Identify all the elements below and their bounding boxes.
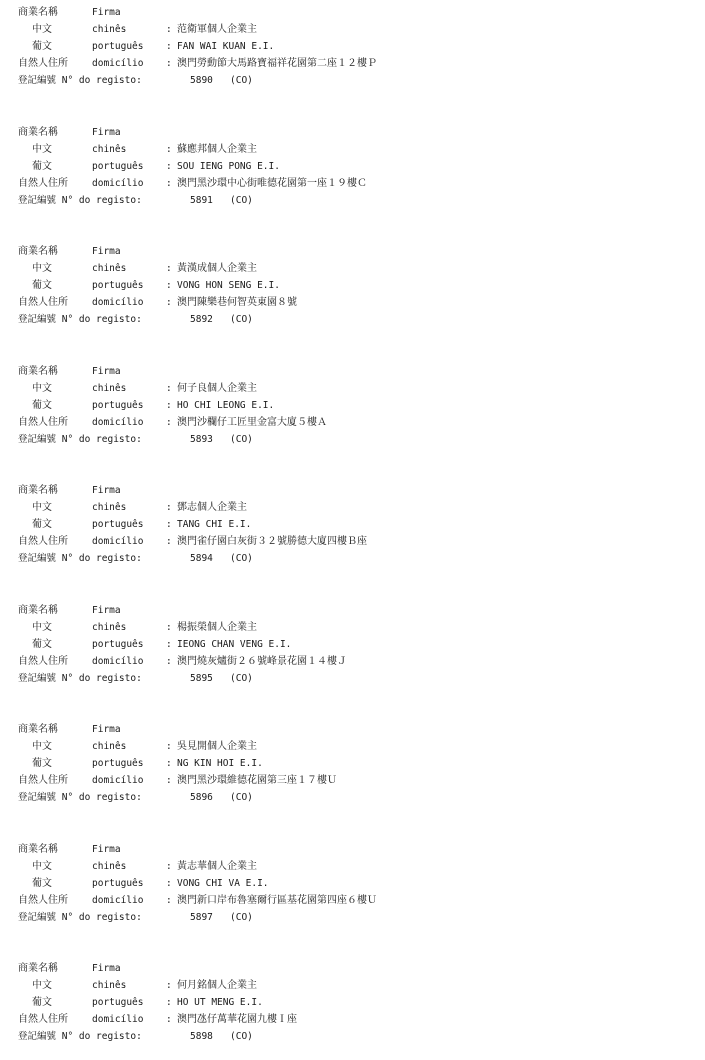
registry-code: (CO): [230, 195, 253, 206]
colon: :: [166, 400, 172, 411]
chinese-name-value: 何子良個人企業主: [177, 383, 257, 394]
registry-entry: [0, 962, 705, 1042]
colon: :: [166, 263, 172, 274]
trade-name-label-zh: 商業名稱: [18, 724, 58, 735]
domicile-label-zh: 自然人住所: [18, 1014, 68, 1025]
trade-name-label-zh: 商業名稱: [18, 127, 58, 138]
registry-label: 登記編號 N° do registo:: [18, 75, 142, 86]
colon: :: [166, 58, 172, 69]
registry-number: 5898: [190, 1031, 213, 1042]
registry-label: 登記編號 N° do registo:: [18, 314, 142, 325]
registry-entry: [0, 245, 705, 325]
domicile-label-pt: domicílio: [92, 58, 144, 69]
registry-number: 5891: [190, 195, 213, 206]
portuguese-name-value: VONG HON SENG E.I.: [177, 280, 280, 291]
colon: :: [166, 775, 172, 786]
portuguese-label-zh: 葡文: [32, 519, 52, 530]
domicile-value: 澳門沙欄仔工匠里金富大廈５樓Ａ: [177, 417, 327, 428]
chinese-label-zh: 中文: [32, 502, 52, 513]
trade-name-label-zh: 商業名稱: [18, 844, 58, 855]
registry-number: 5893: [190, 434, 213, 445]
registry-code: (CO): [230, 912, 253, 923]
colon: :: [166, 1014, 172, 1025]
colon: :: [166, 997, 172, 1008]
colon: :: [166, 297, 172, 308]
trade-name-label-pt: Firma: [92, 366, 121, 377]
trade-name-label-pt: Firma: [92, 485, 121, 496]
domicile-value: 澳門陳樂巷何智英東園８號: [177, 297, 297, 308]
registry-code: (CO): [230, 75, 253, 86]
registry-number: 5894: [190, 553, 213, 564]
portuguese-name-value: TANG CHI E.I.: [177, 519, 252, 530]
trade-name-label-zh: 商業名稱: [18, 485, 58, 496]
portuguese-name-value: VONG CHI VA E.I.: [177, 878, 269, 889]
portuguese-label-zh: 葡文: [32, 997, 52, 1008]
chinese-label-pt: chinês: [92, 383, 127, 394]
portuguese-label-zh: 葡文: [32, 41, 52, 52]
domicile-label-zh: 自然人住所: [18, 775, 68, 786]
colon: :: [166, 178, 172, 189]
registry-label: 登記編號 N° do registo:: [18, 553, 142, 564]
colon: :: [166, 519, 172, 530]
registry-code: (CO): [230, 314, 253, 325]
chinese-label-zh: 中文: [32, 383, 52, 394]
colon: :: [166, 861, 172, 872]
domicile-value: 澳門雀仔園白灰街３２號勝德大廈四樓Ｂ座: [177, 536, 367, 547]
trade-name-label-pt: Firma: [92, 127, 121, 138]
trade-name-label-zh: 商業名稱: [18, 963, 58, 974]
chinese-label-zh: 中文: [32, 144, 52, 155]
domicile-label-zh: 自然人住所: [18, 178, 68, 189]
portuguese-label-zh: 葡文: [32, 280, 52, 291]
portuguese-label-zh: 葡文: [32, 758, 52, 769]
colon: :: [166, 280, 172, 291]
registry-entry: [0, 6, 705, 86]
domicile-label-pt: domicílio: [92, 536, 144, 547]
chinese-label-zh: 中文: [32, 263, 52, 274]
registry-number: 5892: [190, 314, 213, 325]
chinese-name-value: 黃志華個人企業主: [177, 861, 257, 872]
domicile-value: 澳門新口岸布魯塞爾行區基花園第四座６樓Ｕ: [177, 895, 377, 906]
registry-label: 登記編號 N° do registo:: [18, 673, 142, 684]
trade-name-label-pt: Firma: [92, 246, 121, 257]
registry-label: 登記編號 N° do registo:: [18, 912, 142, 923]
portuguese-name-value: NG KIN HOI E.I.: [177, 758, 263, 769]
registry-label: 登記編號 N° do registo:: [18, 195, 142, 206]
domicile-label-zh: 自然人住所: [18, 536, 68, 547]
chinese-name-value: 楊振榮個人企業主: [177, 622, 257, 633]
chinese-label-zh: 中文: [32, 622, 52, 633]
registry-code: (CO): [230, 434, 253, 445]
portuguese-label-zh: 葡文: [32, 639, 52, 650]
domicile-value: 澳門燒灰爐街２６號峰景花園１４樓Ｊ: [177, 656, 347, 667]
registry-entry: [0, 723, 705, 803]
colon: :: [166, 144, 172, 155]
chinese-label-pt: chinês: [92, 263, 127, 274]
domicile-value: 澳門黑沙環中心街唯德花園第一座１９樓Ｃ: [177, 178, 367, 189]
portuguese-label-pt: português: [92, 758, 144, 769]
domicile-label-pt: domicílio: [92, 178, 144, 189]
registry-code: (CO): [230, 1031, 253, 1042]
trade-name-label-pt: Firma: [92, 963, 121, 974]
chinese-label-zh: 中文: [32, 980, 52, 991]
portuguese-label-pt: português: [92, 878, 144, 889]
portuguese-label-pt: português: [92, 519, 144, 530]
domicile-label-pt: domicílio: [92, 1014, 144, 1025]
portuguese-label-pt: português: [92, 997, 144, 1008]
colon: :: [166, 161, 172, 172]
trade-name-label-zh: 商業名稱: [18, 366, 58, 377]
registry-code: (CO): [230, 792, 253, 803]
registry-number: 5896: [190, 792, 213, 803]
portuguese-label-zh: 葡文: [32, 878, 52, 889]
chinese-label-pt: chinês: [92, 502, 127, 513]
colon: :: [166, 758, 172, 769]
portuguese-label-zh: 葡文: [32, 161, 52, 172]
chinese-label-pt: chinês: [92, 980, 127, 991]
registry-number: 5890: [190, 75, 213, 86]
domicile-label-zh: 自然人住所: [18, 58, 68, 69]
colon: :: [166, 41, 172, 52]
registry-number: 5895: [190, 673, 213, 684]
chinese-label-pt: chinês: [92, 622, 127, 633]
domicile-label-zh: 自然人住所: [18, 417, 68, 428]
colon: :: [166, 383, 172, 394]
portuguese-label-pt: português: [92, 41, 144, 52]
portuguese-name-value: SOU IENG PONG E.I.: [177, 161, 280, 172]
registry-number: 5897: [190, 912, 213, 923]
portuguese-name-value: FAN WAI KUAN E.I.: [177, 41, 275, 52]
registry-entry: [0, 365, 705, 445]
domicile-label-zh: 自然人住所: [18, 895, 68, 906]
chinese-label-pt: chinês: [92, 24, 127, 35]
chinese-name-value: 吳見開個人企業主: [177, 741, 257, 752]
trade-name-label-pt: Firma: [92, 605, 121, 616]
chinese-label-zh: 中文: [32, 861, 52, 872]
portuguese-label-pt: português: [92, 161, 144, 172]
domicile-label-pt: domicílio: [92, 297, 144, 308]
colon: :: [166, 639, 172, 650]
domicile-value: 澳門氹仔萬華花園九樓Ｉ座: [177, 1014, 297, 1025]
registry-entry: [0, 843, 705, 923]
trade-name-label-zh: 商業名稱: [18, 246, 58, 257]
trade-name-label-pt: Firma: [92, 724, 121, 735]
chinese-name-value: 鄧志個人企業主: [177, 502, 247, 513]
chinese-name-value: 范衛軍個人企業主: [177, 24, 257, 35]
portuguese-name-value: HO CHI LEONG E.I.: [177, 400, 275, 411]
registry-entry: [0, 126, 705, 206]
registry-code: (CO): [230, 673, 253, 684]
chinese-label-pt: chinês: [92, 144, 127, 155]
registry-label: 登記編號 N° do registo:: [18, 434, 142, 445]
chinese-name-value: 蘇應邦個人企業主: [177, 144, 257, 155]
portuguese-label-pt: português: [92, 400, 144, 411]
portuguese-label-pt: português: [92, 280, 144, 291]
chinese-label-pt: chinês: [92, 861, 127, 872]
chinese-name-value: 黃漢成個人企業主: [177, 263, 257, 274]
colon: :: [166, 741, 172, 752]
domicile-label-pt: domicílio: [92, 895, 144, 906]
colon: :: [166, 656, 172, 667]
domicile-label-pt: domicílio: [92, 656, 144, 667]
colon: :: [166, 878, 172, 889]
chinese-label-zh: 中文: [32, 741, 52, 752]
registry-code: (CO): [230, 553, 253, 564]
domicile-label-zh: 自然人住所: [18, 297, 68, 308]
domicile-value: 澳門黑沙環維德花園第三座１７樓Ｕ: [177, 775, 337, 786]
colon: :: [166, 536, 172, 547]
chinese-label-zh: 中文: [32, 24, 52, 35]
registry-label: 登記編號 N° do registo:: [18, 1031, 142, 1042]
portuguese-label-zh: 葡文: [32, 400, 52, 411]
colon: :: [166, 895, 172, 906]
portuguese-name-value: IEONG CHAN VENG E.I.: [177, 639, 292, 650]
colon: :: [166, 417, 172, 428]
trade-name-label-zh: 商業名稱: [18, 7, 58, 18]
colon: :: [166, 980, 172, 991]
portuguese-label-pt: português: [92, 639, 144, 650]
trade-name-label-pt: Firma: [92, 7, 121, 18]
domicile-label-pt: domicílio: [92, 775, 144, 786]
colon: :: [166, 622, 172, 633]
trade-name-label-zh: 商業名稱: [18, 605, 58, 616]
domicile-value: 澳門勞動節大馬路寶福祥花園第二座１２樓Ｐ: [177, 58, 377, 69]
trade-name-label-pt: Firma: [92, 844, 121, 855]
portuguese-name-value: HO UT MENG E.I.: [177, 997, 263, 1008]
chinese-label-pt: chinês: [92, 741, 127, 752]
domicile-label-pt: domicílio: [92, 417, 144, 428]
domicile-label-zh: 自然人住所: [18, 656, 68, 667]
colon: :: [166, 24, 172, 35]
colon: :: [166, 502, 172, 513]
registry-label: 登記編號 N° do registo:: [18, 792, 142, 803]
registry-entry: [0, 484, 705, 564]
registry-entry: [0, 604, 705, 684]
chinese-name-value: 何月銘個人企業主: [177, 980, 257, 991]
